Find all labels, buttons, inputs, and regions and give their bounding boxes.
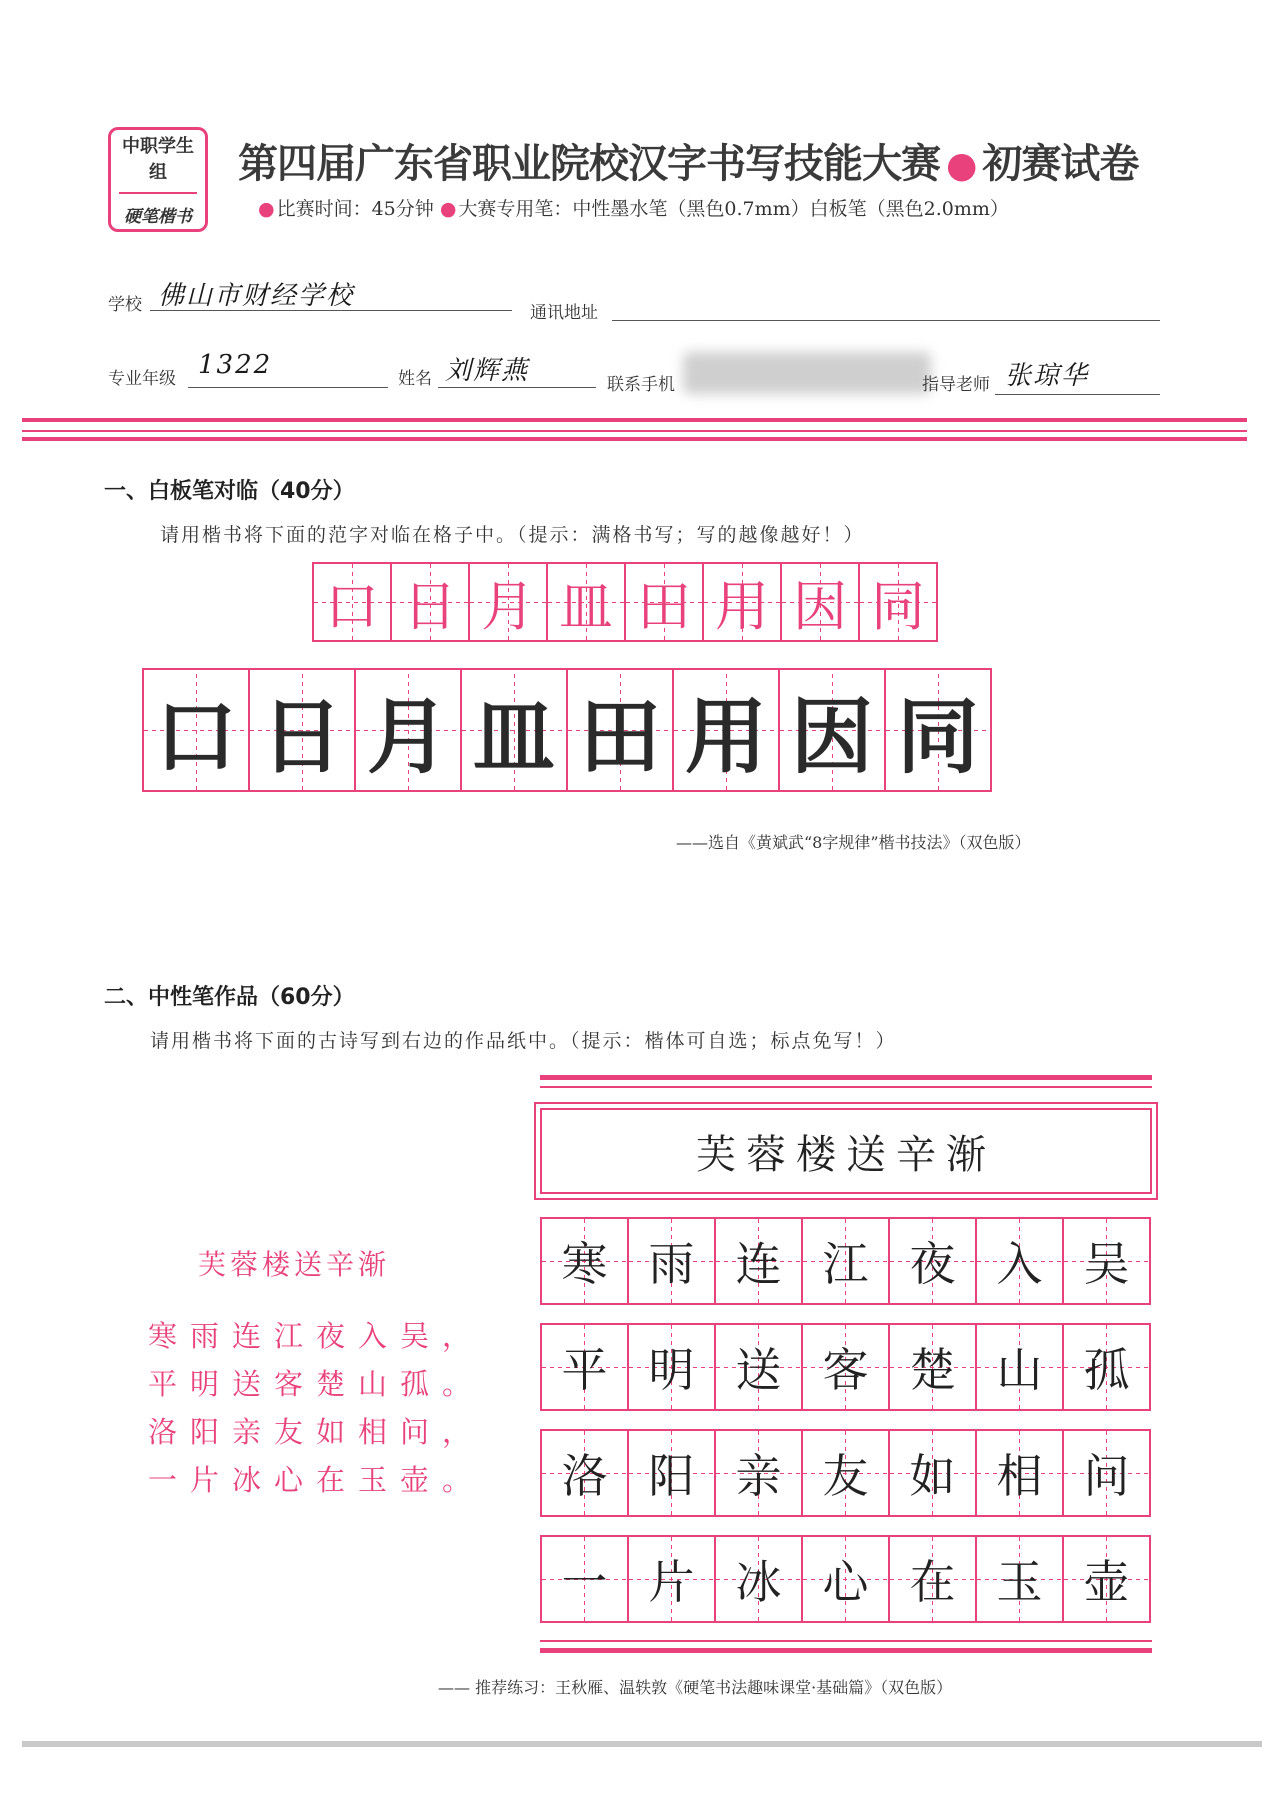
practice-cell[interactable]: 田: [566, 668, 674, 792]
exam-title: [238, 132, 1138, 189]
paper-cell[interactable]: 平: [540, 1323, 629, 1411]
model-char: 皿: [546, 562, 626, 642]
address-field[interactable]: [612, 288, 1160, 321]
bullet-icon: ●: [946, 145, 977, 186]
paper-cell[interactable]: 孤: [1062, 1323, 1151, 1411]
paper-cell[interactable]: 江: [801, 1217, 890, 1305]
paper-title: 芙蓉楼送辛渐: [540, 1108, 1152, 1194]
practice-cell[interactable]: 因: [778, 668, 886, 792]
paper-cell[interactable]: 客: [801, 1323, 890, 1411]
paper-cell[interactable]: 吴: [1062, 1217, 1151, 1305]
paper-row[interactable]: [540, 1535, 1151, 1623]
section2-title: 二、中性笔作品（60分）: [104, 985, 355, 1010]
paper-cell[interactable]: 玉: [975, 1535, 1064, 1623]
poem-title: 芙蓉楼送辛渐: [198, 1248, 391, 1281]
practice-cell[interactable]: 月: [354, 668, 462, 792]
paper-cell[interactable]: 在: [888, 1535, 977, 1623]
model-char: 口: [312, 562, 392, 642]
bullet-icon: ●: [439, 198, 457, 220]
exam-time: 比赛时间：45分钟: [276, 198, 434, 220]
poem-line: 寒雨连江夜入吴，: [148, 1319, 485, 1353]
section2-credit: —— 推荐练习：王秋雁、温轶敦《硬笔书法趣味课堂·基础篇》（双色版）: [438, 1678, 953, 1697]
exam-title-main: 第四届广东省职业院校汉字书写技能大赛: [238, 141, 940, 187]
model-char: 月: [468, 562, 548, 642]
name-value: 刘辉燕: [445, 356, 530, 386]
paper-cell[interactable]: 洛: [540, 1429, 629, 1517]
exam-rules: [258, 194, 1009, 221]
exam-pen: 大赛专用笔：中性墨水笔（黑色0.7mm）白板笔（黑色2.0mm）: [458, 198, 1009, 220]
poem-line: 平明送客楚山孤。: [148, 1367, 485, 1401]
grade-value: 1322: [198, 350, 273, 380]
bullet-icon: ●: [258, 198, 275, 220]
school-value: 佛山市财经学校: [158, 281, 355, 311]
section1-desc: 请用楷书将下面的范字对临在格子中。（提示：满格书写；写的越像越好！）: [160, 524, 865, 546]
phone-value-redacted: [683, 352, 931, 394]
paper-cell[interactable]: 楚: [888, 1323, 977, 1411]
teacher-value: 张琼华: [1005, 361, 1090, 391]
paper-cell[interactable]: 亲: [714, 1429, 803, 1517]
divider: [22, 418, 1247, 422]
paper-cell[interactable]: 雨: [627, 1217, 716, 1305]
paper-cell[interactable]: 连: [714, 1217, 803, 1305]
practice-cell[interactable]: 口: [142, 668, 250, 792]
paper-cell[interactable]: 片: [627, 1535, 716, 1623]
model-char-grid: [312, 562, 938, 642]
paper-border: [540, 1086, 1152, 1088]
poem-line: 一片冰心在玉壶。: [148, 1463, 485, 1497]
section1-title: 一、白板笔对临（40分）: [104, 479, 355, 504]
exam-title-tail: 初赛试卷: [982, 141, 1139, 187]
practice-char-grid[interactable]: [142, 668, 992, 792]
category-badge: [108, 127, 208, 232]
paper-cell[interactable]: 冰: [714, 1535, 803, 1623]
model-char: 田: [624, 562, 704, 642]
paper-cell[interactable]: 友: [801, 1429, 890, 1517]
paper-row[interactable]: [540, 1217, 1151, 1305]
paper-cell[interactable]: 如: [888, 1429, 977, 1517]
divider: [22, 437, 1247, 441]
paper-cell[interactable]: 山: [975, 1323, 1064, 1411]
paper-row[interactable]: [540, 1429, 1151, 1517]
paper-cell[interactable]: 送: [714, 1323, 803, 1411]
name-label: 姓名: [398, 369, 432, 389]
paper-cell[interactable]: 壶: [1062, 1535, 1151, 1623]
paper-cell[interactable]: 明: [627, 1323, 716, 1411]
paper-cell[interactable]: 寒: [540, 1217, 629, 1305]
practice-cell[interactable]: 皿: [460, 668, 568, 792]
grade-label: 专业年级: [108, 369, 176, 389]
phone-label: 联系手机: [607, 375, 675, 395]
paper-cell[interactable]: 阳: [627, 1429, 716, 1517]
paper-border: [540, 1648, 1152, 1653]
practice-cell[interactable]: 日: [248, 668, 356, 792]
footer-divider: [22, 1741, 1262, 1747]
poem-line: 洛阳亲友如相问，: [148, 1415, 485, 1449]
paper-cell[interactable]: 相: [975, 1429, 1064, 1517]
paper-cell[interactable]: 问: [1062, 1429, 1151, 1517]
paper-cell[interactable]: 心: [801, 1535, 890, 1623]
school-label: 学校: [108, 295, 142, 315]
address-label: 通讯地址: [530, 303, 598, 323]
practice-cell[interactable]: 同: [884, 668, 992, 792]
teacher-label: 指导老师: [922, 375, 990, 395]
badge-group: 中职学生组: [119, 132, 196, 194]
divider: [22, 430, 1247, 432]
practice-cell[interactable]: 用: [672, 668, 780, 792]
model-char: 同: [858, 562, 938, 642]
paper-cell[interactable]: 入: [975, 1217, 1064, 1305]
paper-border: [540, 1075, 1152, 1080]
paper-cell[interactable]: 夜: [888, 1217, 977, 1305]
model-char: 用: [702, 562, 782, 642]
section2-desc: 请用楷书将下面的古诗写到右边的作品纸中。（提示：楷体可自选；标点免写！）: [150, 1030, 897, 1052]
model-char: 因: [780, 562, 860, 642]
paper-row[interactable]: [540, 1323, 1151, 1411]
paper-cell[interactable]: 一: [540, 1535, 629, 1623]
badge-style: 硬笔楷书: [124, 207, 192, 227]
model-char: 日: [390, 562, 470, 642]
paper-border: [540, 1640, 1152, 1642]
section1-credit: ——选自《黄斌武“8字规律”楷书技法》（双色版）: [676, 833, 1031, 852]
